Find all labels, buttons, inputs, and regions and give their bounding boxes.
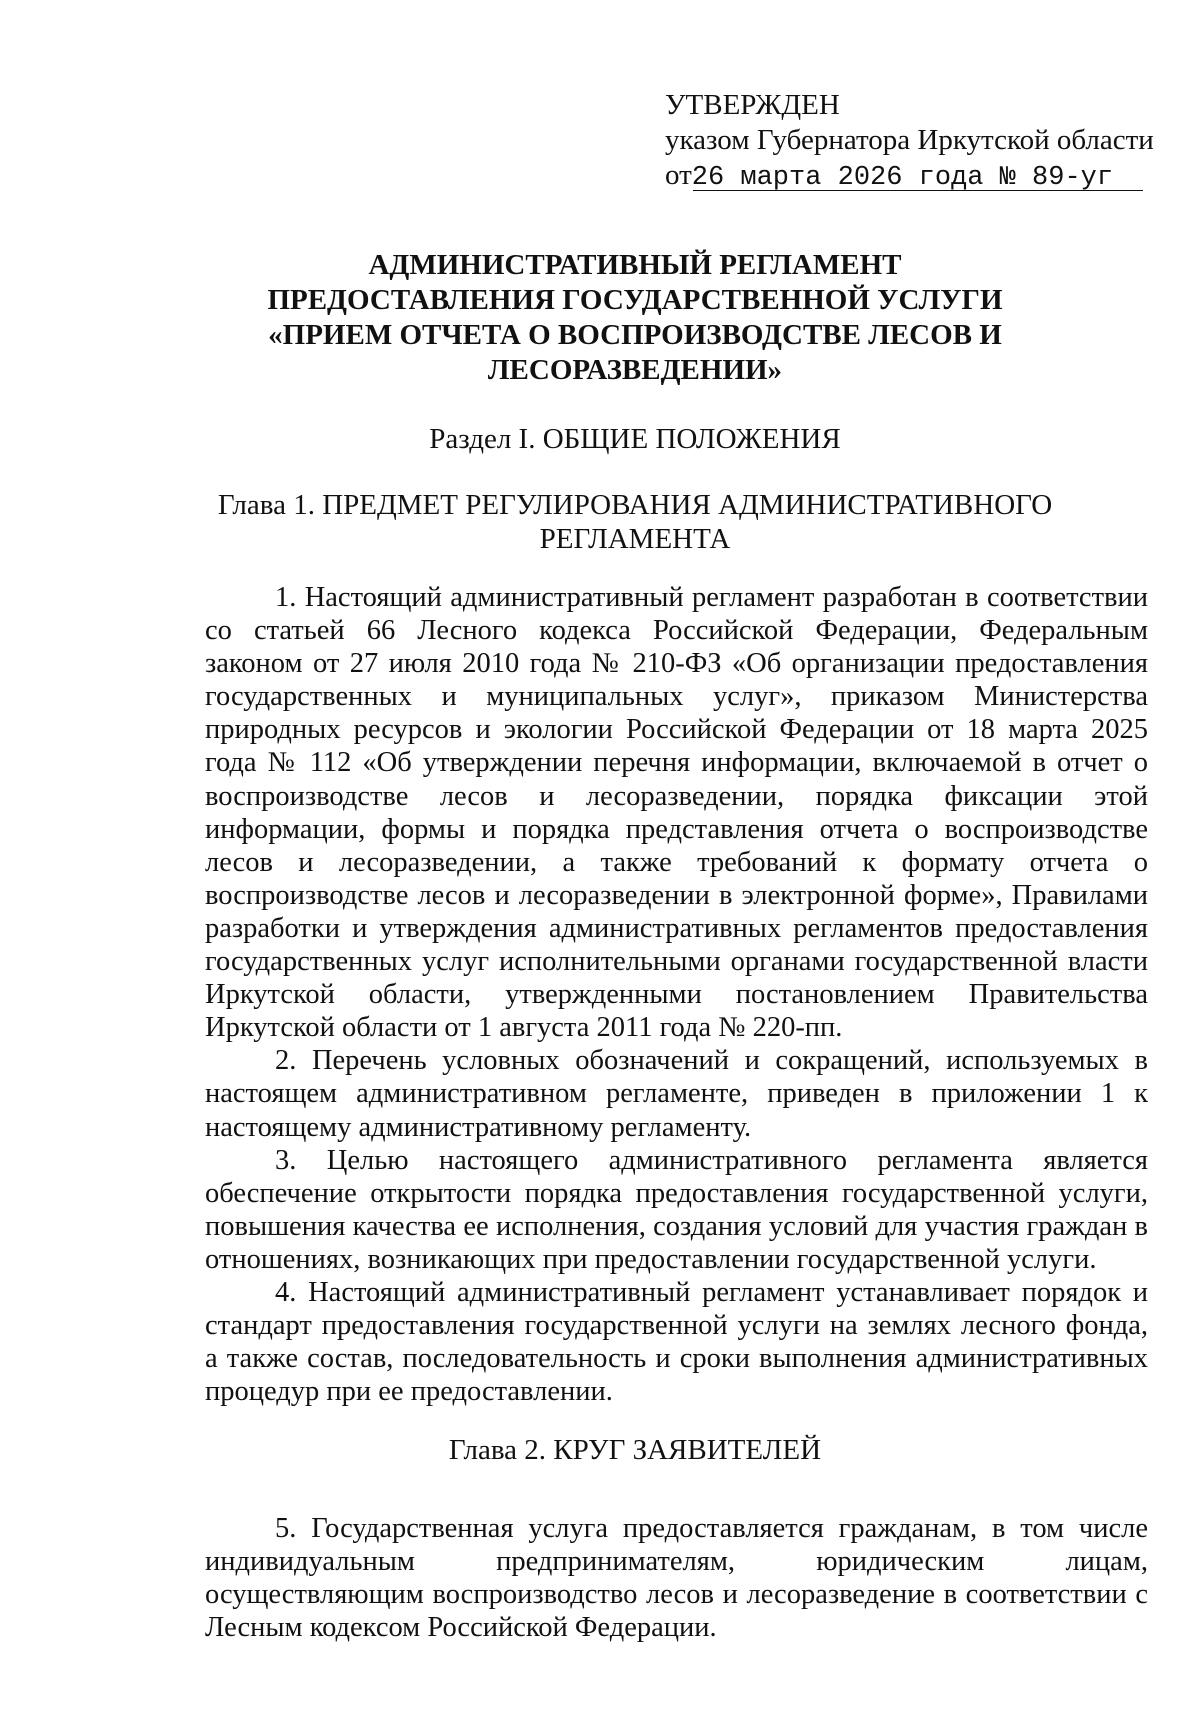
chapter-2-body xyxy=(205,1512,1148,1644)
chapter-1-heading xyxy=(150,488,1120,556)
approval-authority: указом Губернатора Иркутской области xyxy=(665,124,1154,156)
approval-date-line xyxy=(665,158,1145,196)
approval-status: УТВЕРЖДЕН xyxy=(665,89,840,121)
paragraph-4: 4. Настоящий административный регламент устанавливает порядок и стандарт предоставления государственной услуги на землях лесного фонда, а также состав, последовательность и сроки выполнения административных процедур при ее предоставлении. xyxy=(205,1276,1148,1408)
paragraph-3: 3. Целью настоящего административного регламента является обеспечение открытости порядка предоставления государственной услуги, повышения качества ее исполнения, создания условий для участия граждан в отношениях, возникающих при предоставлении государственной услуги. xyxy=(205,1144,1148,1275)
paragraph-5: 5. Государственная услуга предоставляется гражданам, в том числе индивидуальным предпринимателям, юридическим лицам, осуществляющим воспроизводство лесов и лесоразведение в соответствии с Лесным кодексом Российской Федерации. xyxy=(205,1513,1148,1644)
chapter-2-heading: Глава 2. КРУГ ЗАЯВИТЕЛЕЙ xyxy=(448,1434,822,1466)
chapter-heading-line: РЕГЛАМЕНТА xyxy=(539,523,731,555)
title-line: ЛЕСОРАЗВЕДЕНИИ» xyxy=(487,354,783,386)
title-line: «ПРИЕМ ОТЧЕТА О ВОСПРОИЗВОДСТВЕ ЛЕСОВ И xyxy=(268,319,1002,351)
approval-date-prefix: от xyxy=(665,159,692,191)
paragraph-2: 2. Перечень условных обозначений и сокращений, используемых в настоящем административном регламенте, приведен в приложении 1 к настоящему административному регламенту. xyxy=(205,1045,1148,1143)
section-heading: Раздел I. ОБЩИЕ ПОЛОЖЕНИЯ xyxy=(429,423,841,455)
title-line: ПРЕДОСТАВЛЕНИЯ ГОСУДАРСТВЕННОЙ УСЛУГИ xyxy=(267,284,1003,316)
paragraph-1: 1. Настоящий административный регламент разработан в соответствии со статьей 66 Лесного кодекса Российской Федерации, Федеральным законом от 27 июля 2010 года № 210-ФЗ «Об организации предоставления государственных и муниципальных услуг», приказом Министерства природных ресурсов и экологии Российской Федерации от 18 марта 2025 года № 112 «Об утверждении перечня информации, включаемой в отчет о воспроизводстве лесов и лесоразведении, порядка фиксации этой информации, формы и порядка представления отчета о воспроизводстве лесов и лесоразведении, а также требований к формату отчета о воспроизводстве лесов и лесоразведении в электронной форме», Правилами разработки и утверждения административных регламентов предоставления государственных услуг исполнительными органами государственной власти Иркутской области, утвержденными постановлением Правительства Иркутской области от 1 августа 2011 года № 220-пп. xyxy=(205,582,1148,1044)
chapter-heading-line: Глава 1. ПРЕДМЕТ РЕГУЛИРОВАНИЯ АДМИНИСТРАТИВНОГО xyxy=(217,489,1053,521)
approval-stamp xyxy=(665,88,1154,196)
title-line: АДМИНИСТРАТИВНЫЙ РЕГЛАМЕНТ xyxy=(368,249,902,281)
approval-date-number: 26 марта 2026 года № 89-уг xyxy=(691,163,1114,193)
approval-date-underline xyxy=(693,190,1143,191)
document-title xyxy=(150,248,1120,388)
chapter-1-body xyxy=(205,581,1148,1408)
